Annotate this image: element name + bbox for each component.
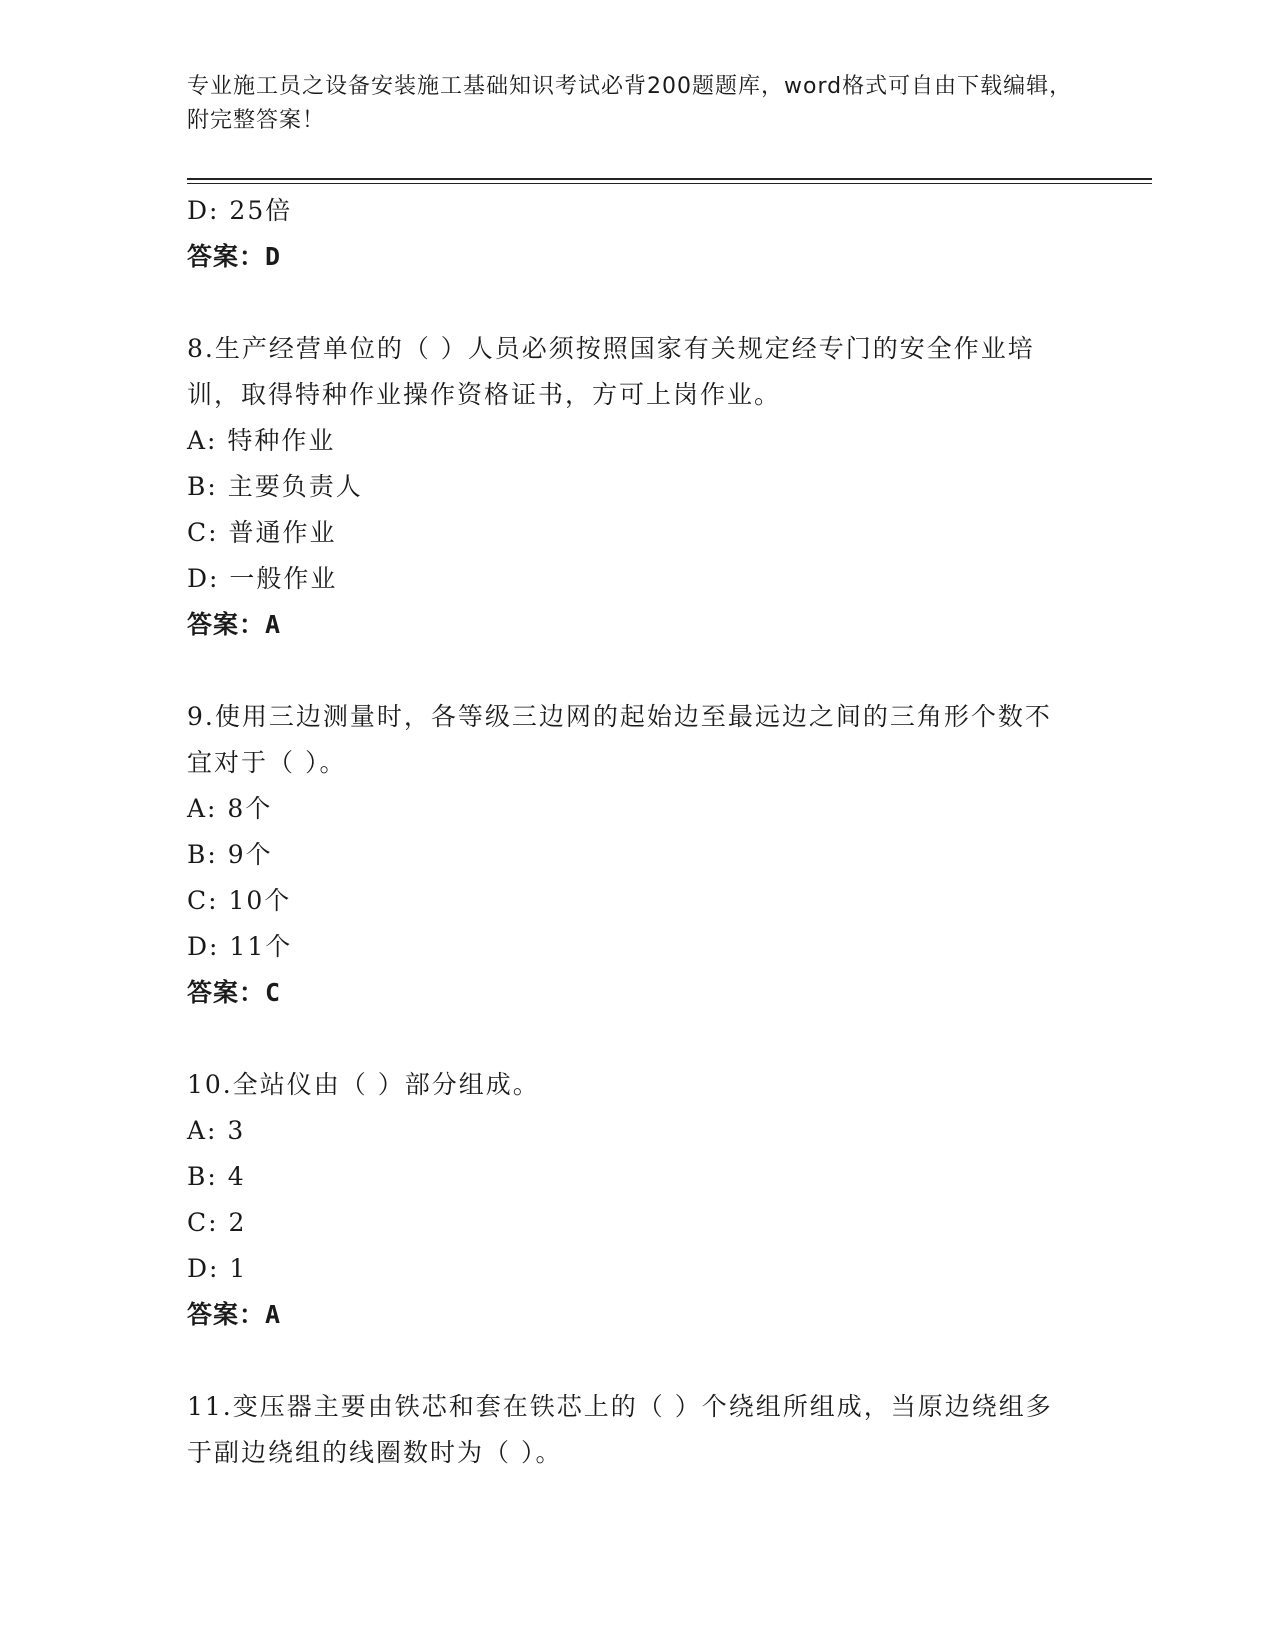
option-d: D: 25倍: [187, 196, 293, 225]
option-d: D: 1: [187, 1254, 248, 1283]
question-list: [187, 188, 1087, 1476]
option-c: C: 普通作业: [187, 518, 337, 547]
answer-label: 答案：A: [187, 1300, 282, 1329]
question-8: [187, 326, 1087, 648]
option-c: C: 10个: [187, 886, 292, 915]
answer-label: 答案：A: [187, 610, 282, 639]
option-a: A: 8个: [187, 794, 273, 823]
option-d: D: 11个: [187, 932, 293, 961]
header-divider-thin: [187, 183, 1152, 184]
page-header: [187, 70, 1087, 138]
option-b: B: 9个: [187, 840, 273, 869]
option-d: D: 一般作业: [187, 564, 338, 593]
question-stem: 10.全站仪由（ ）部分组成。: [187, 1070, 540, 1099]
question-stem: 11.变压器主要由铁芯和套在铁芯上的（ ）个绕组所组成，当原边绕组多于副边绕组的线圈数时为（ ）。: [187, 1392, 1053, 1467]
header-title: 专业施工员之设备安装施工基础知识考试必背200题题库，word格式可自由下载编辑，附完整答案！: [187, 74, 1073, 133]
option-b: B: 主要负责人: [187, 472, 363, 501]
question-stem: 8.生产经营单位的（ ）人员必须按照国家有关规定经专门的安全作业培训，取得特种作业操作资格证书，方可上岗作业。: [187, 334, 1035, 409]
header-divider: [187, 178, 1152, 180]
question-11: [187, 1384, 1087, 1476]
option-b: B: 4: [187, 1162, 246, 1191]
question-10: [187, 1062, 1087, 1338]
question-9: [187, 694, 1087, 1016]
answer-label: 答案：D: [187, 242, 282, 271]
option-c: C: 2: [187, 1208, 247, 1237]
question-stem: 9.使用三边测量时，各等级三边网的起始边至最远边之间的三角形个数不宜对于（ ）。: [187, 702, 1052, 777]
option-a: A: 特种作业: [187, 426, 336, 455]
option-a: A: 3: [187, 1116, 246, 1145]
answer-label: 答案：C: [187, 978, 282, 1007]
